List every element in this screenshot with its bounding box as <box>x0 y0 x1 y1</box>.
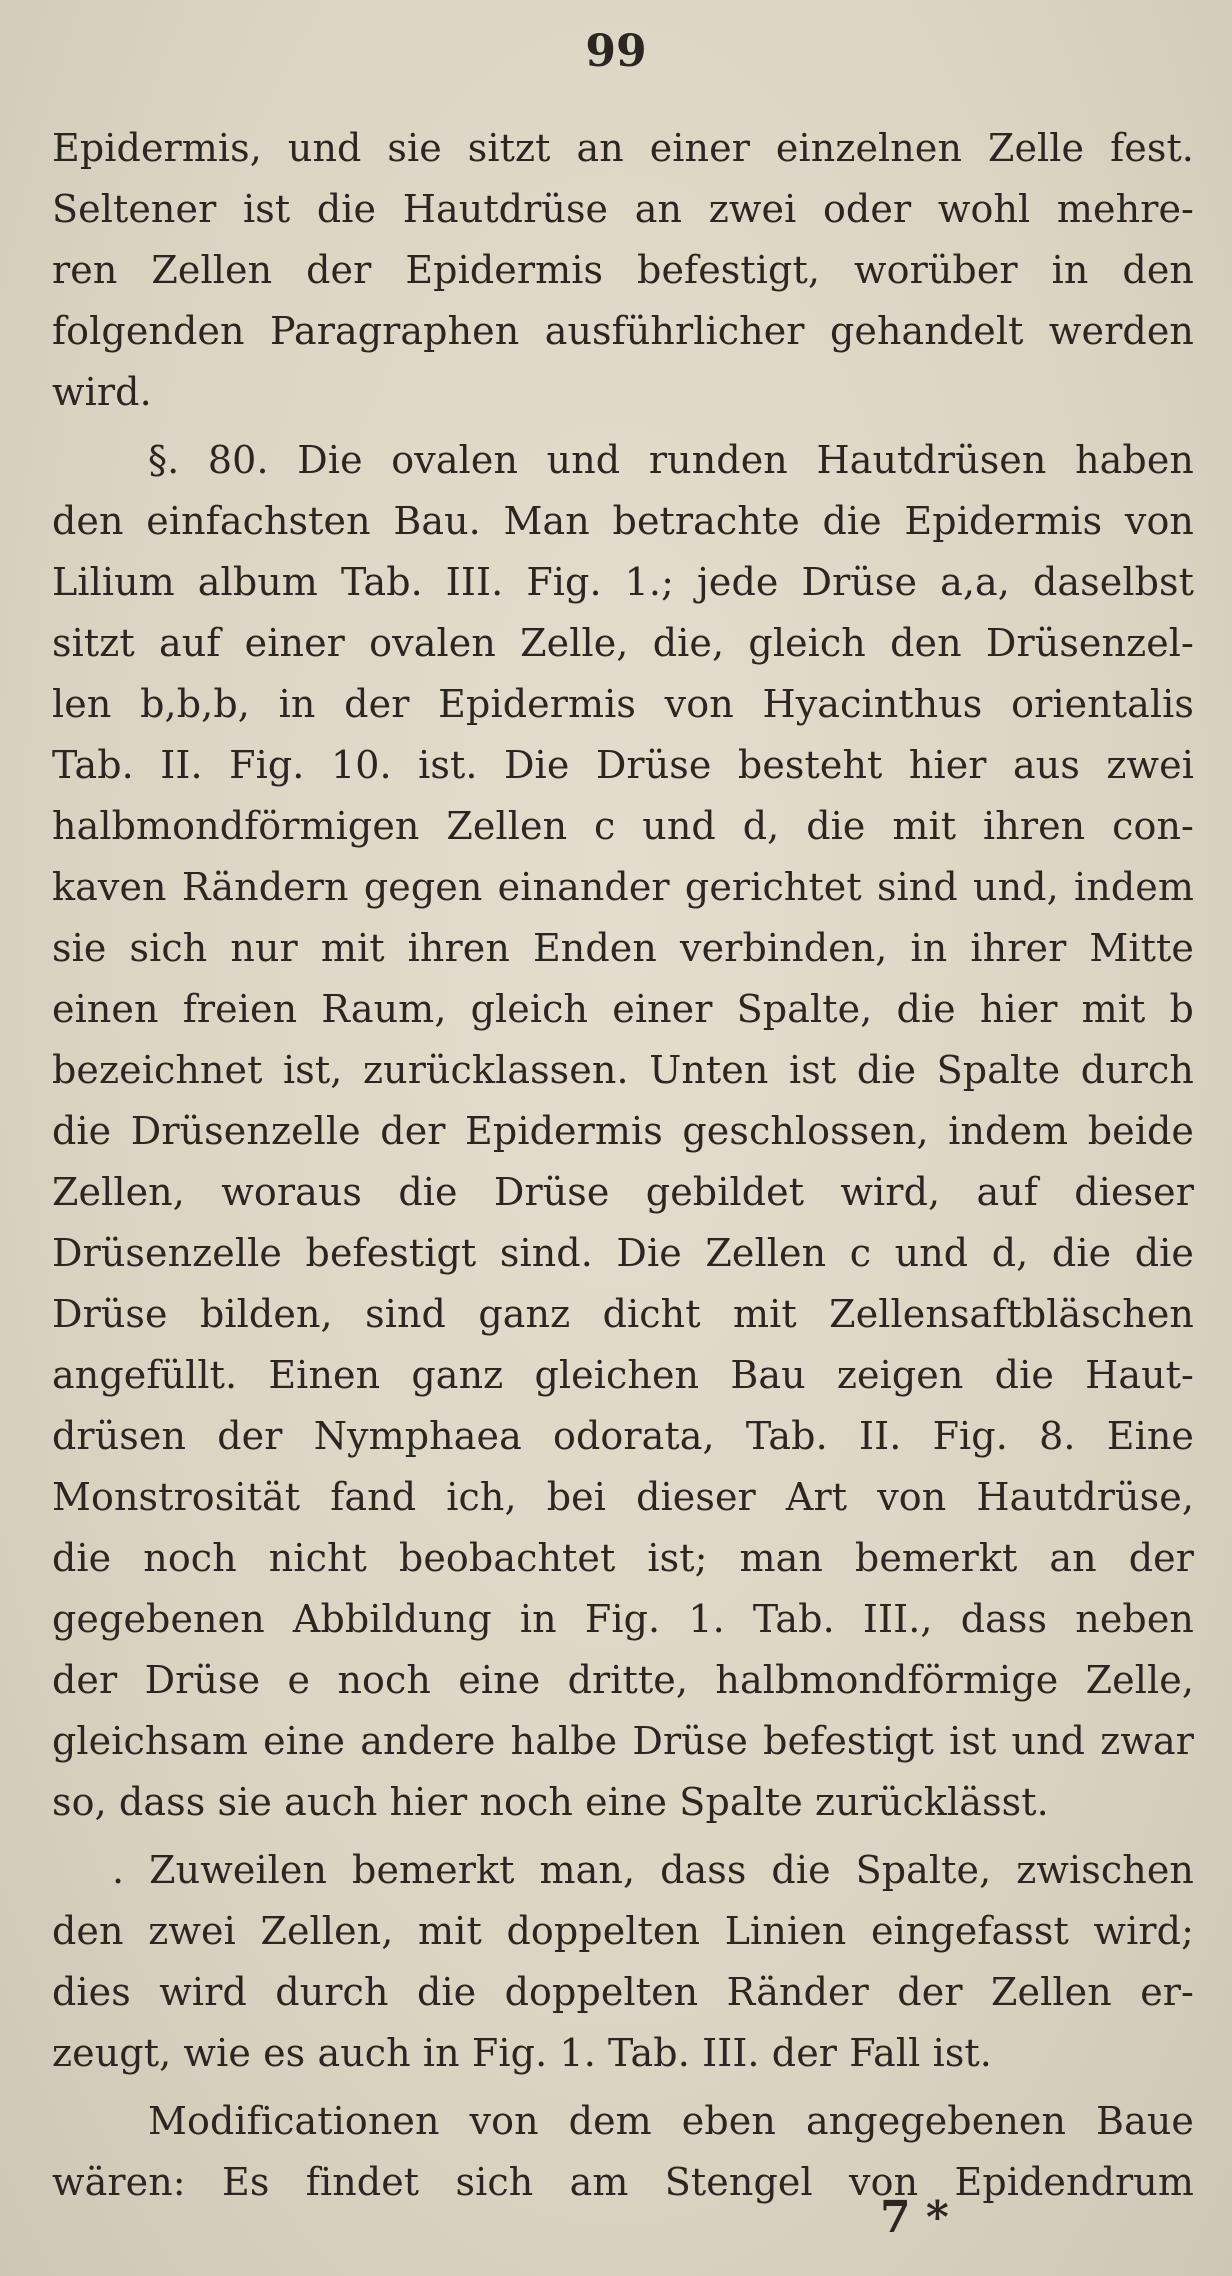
text-line: den zwei Zellen, mit doppelten Linien eingefasst wird; <box>52 1909 1194 1953</box>
text-line: der Drüse e noch eine dritte, halbmondförmige Zelle, <box>52 1658 1194 1702</box>
text-line: Zellen, woraus die Drüse gebildet wird, auf dieser <box>52 1170 1194 1214</box>
text-line: gegebenen Abbildung in Fig. 1. Tab. III., dass neben <box>52 1597 1194 1641</box>
text-line: angefüllt. Einen ganz gleichen Bau zeigen die Haut- <box>52 1353 1194 1397</box>
body-text <box>52 118 1194 2213</box>
text-line: Monstrosität fand ich, bei dieser Art von Hautdrüse, <box>52 1475 1194 1519</box>
page-number: 99 <box>585 26 647 77</box>
text-line: kaven Rändern gegen einander gerichtet sind und, indem <box>52 865 1194 909</box>
text-line: die noch nicht beobachtet ist; man bemerkt an der <box>52 1536 1194 1580</box>
text-line: Seltener ist die Hautdrüse an zwei oder wohl mehre- <box>52 187 1194 231</box>
text-line: die Drüsenzelle der Epidermis geschlossen, indem beide <box>52 1109 1194 1153</box>
text-line: dies wird durch die doppelten Ränder der Zellen er- <box>52 1970 1194 2014</box>
text-line: halbmondförmigen Zellen c und d, die mit ihren con- <box>52 804 1194 848</box>
text-line: wird. <box>52 370 152 414</box>
text-line: Tab. II. Fig. 10. ist. Die Drüse besteht hier aus zwei <box>52 743 1194 787</box>
text-line: Lilium album Tab. III. Fig. 1.; jede Drüse a,a, daselbst <box>52 560 1194 604</box>
paragraph-first-line: §. 80. Die ovalen und runden Hautdrüsen haben <box>148 438 1194 482</box>
text-line: so, dass sie auch hier noch eine Spalte zurücklässt. <box>52 1780 1049 1824</box>
text-line: bezeichnet ist, zurücklassen. Unten ist die Spalte durch <box>52 1048 1194 1092</box>
text-line: wären: Es findet sich am Stengel von Epidendrum <box>52 2160 1194 2204</box>
text-line: ren Zellen der Epidermis befestigt, worüber in den <box>52 248 1194 292</box>
text-line: drüsen der Nymphaea odorata, Tab. II. Fig. 8. Eine <box>52 1414 1194 1458</box>
text-line: Epidermis, und sie sitzt an einer einzelnen Zelle fest. <box>52 126 1194 170</box>
text-line: Drüsenzelle befestigt sind. Die Zellen c und d, die die <box>52 1231 1194 1275</box>
signature-mark: 7 * <box>880 2192 949 2243</box>
text-line: folgenden Paragraphen ausführlicher gehandelt werden <box>52 309 1194 353</box>
text-line: Drüse bilden, sind ganz dicht mit Zellensaftbläschen <box>52 1292 1194 1336</box>
text-line: den einfachsten Bau. Man betrachte die Epidermis von <box>52 499 1194 543</box>
text-line: sitzt auf einer ovalen Zelle, die, gleich den Drüsenzel- <box>52 621 1194 665</box>
text-line: zeugt, wie es auch in Fig. 1. Tab. III. der Fall ist. <box>52 2031 992 2075</box>
text-line: sie sich nur mit ihren Enden verbinden, in ihrer Mitte <box>52 926 1194 970</box>
paragraph-first-line: Modificationen von dem eben angegebenen Baue <box>148 2099 1194 2143</box>
paragraph-first-line: . Zuweilen bemerkt man, dass die Spalte, zwischen <box>112 1848 1194 1892</box>
text-line: len b,b,b, in der Epidermis von Hyacinthus orientalis <box>52 682 1194 726</box>
text-line: einen freien Raum, gleich einer Spalte, die hier mit b <box>52 987 1194 1031</box>
text-line: gleichsam eine andere halbe Drüse befestigt ist und zwar <box>52 1719 1194 1763</box>
